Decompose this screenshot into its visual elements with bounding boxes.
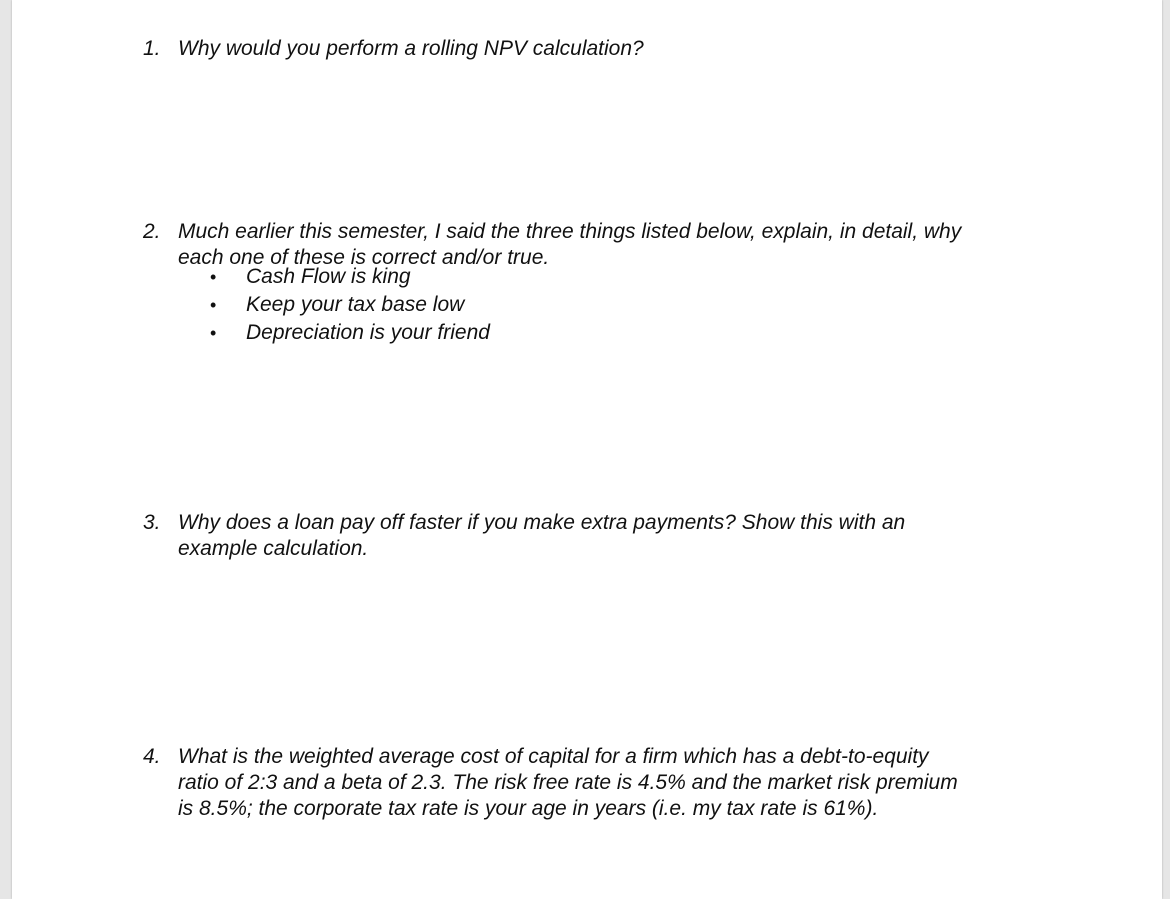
bullet-text: Depreciation is your friend [246,321,490,344]
question-line: each one of these is correct and/or true. [178,246,550,269]
bullet-text: Cash Flow is king [246,265,411,288]
question-text [178,219,1048,344]
bullet-text: Keep your tax base low [246,293,465,316]
bullet-icon: • [210,295,217,315]
question-line: What is the weighted average cost of capital for a firm which has a debt-to-equity [178,745,929,768]
question-line: is 8.5%; the corporate tax rate is your age in years (i.e. my tax rate is 61%). [178,797,879,820]
question-number: 3. [143,511,161,534]
question-number: 4. [143,745,161,768]
question-text [178,744,1048,822]
question-text [178,36,1048,62]
question-line: Why would you perform a rolling NPV calculation? [178,37,644,60]
question-line: example calculation. [178,537,369,560]
question-number: 1. [143,37,161,60]
question-number: 2. [143,220,161,243]
question-line: Why does a loan pay off faster if you make extra payments? Show this with an [178,511,906,534]
bullet-icon: • [210,267,217,287]
document-page [12,0,1162,899]
question-line: ratio of 2:3 and a beta of 2.3. The risk free rate is 4.5% and the market risk premium [178,771,958,794]
question-line: Much earlier this semester, I said the three things listed below, explain, in detail, why [178,220,962,243]
question-text [178,510,1048,562]
bullet-icon: • [210,323,217,343]
